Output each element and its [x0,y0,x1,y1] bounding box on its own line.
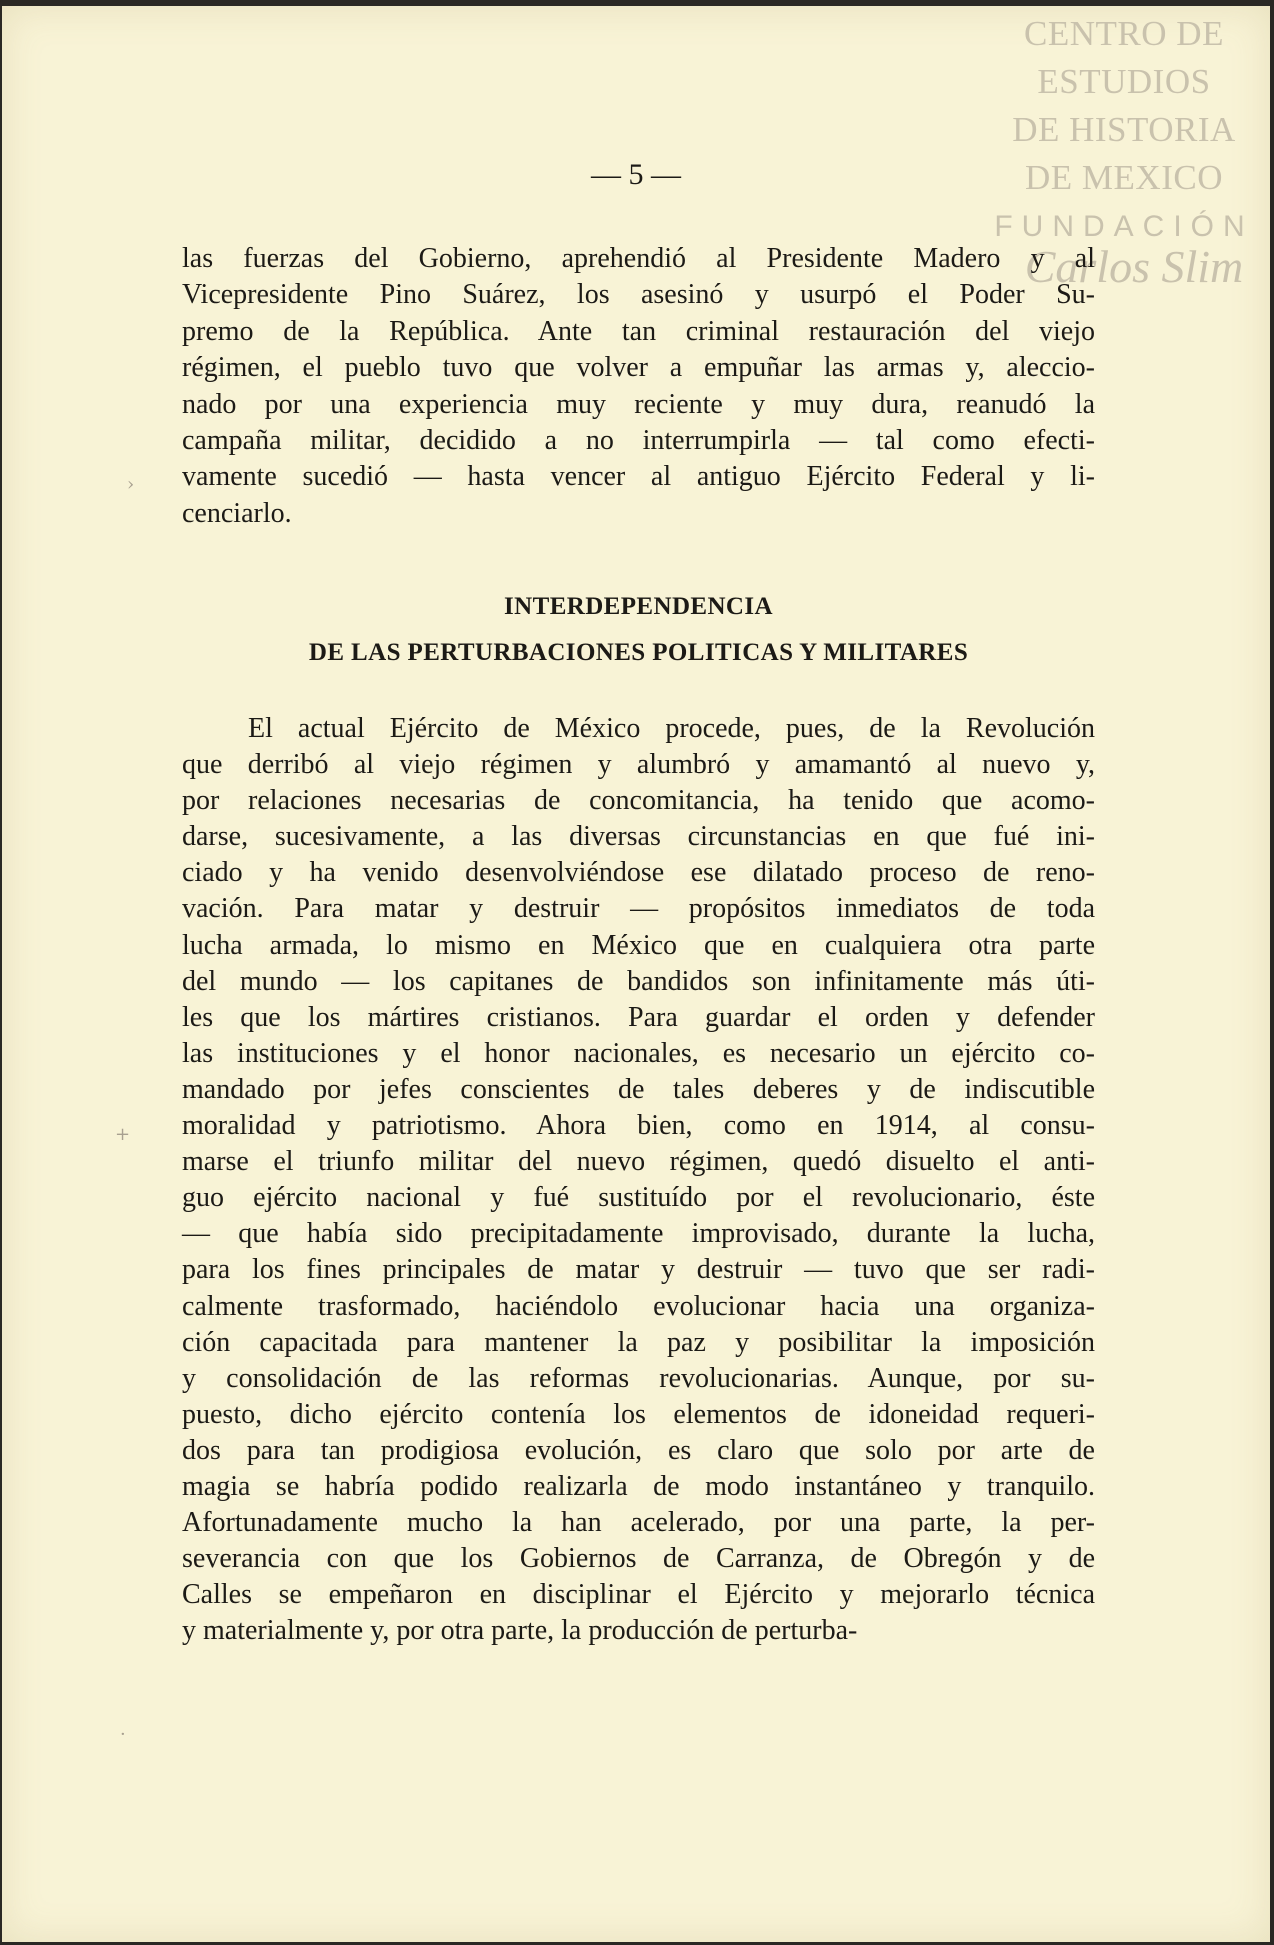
text-line: vamente sucedió — hasta vencer al antiguo Ejército Federal y li- [182,461,1095,493]
section-heading-line-1: INTERDEPENDENCIA [504,593,773,620]
text-line: por relaciones necesarias de concomitancia, ha tenido que acomo- [182,785,1095,817]
text-line: Vicepresidente Pino Suárez, los asesinó y usurpó el Poder Su- [182,279,1095,311]
text-line: lucha armada, lo mismo en México que en cualquiera otra parte [182,929,1095,961]
text-line: ción capacitada para mantener la paz y posibilitar la imposición [182,1326,1095,1358]
margin-mark: + [115,1124,131,1145]
watermark-line: ESTUDIOS [1037,62,1211,101]
margin-mark: · [120,1724,126,1745]
text-line: campaña militar, decidido a no interrumpirla — tal como efecti- [182,424,1095,456]
text-line: las instituciones y el honor nacionales, es necesario un ejército co- [182,1037,1095,1069]
text-line: Afortunadamente mucho la han acelerado, por una parte, la per- [182,1507,1095,1539]
text-line: calmente trasformado, haciéndolo evolucionar hacia una organiza- [182,1290,1095,1322]
paragraph-1 [182,241,1095,532]
text-line: moralidad y patriotismo. Ahora bien, como en 1914, al consu- [182,1110,1095,1142]
text-line: vación. Para matar y destruir — propósitos inmediatos de toda [182,893,1095,925]
text-line: premo de la República. Ante tan criminal restauración del viejo [182,315,1095,347]
text-line: severancia con que los Gobiernos de Carranza, de Obregón y de [182,1543,1095,1575]
text-line: — que había sido precipitadamente improvisado, durante la lucha, [182,1218,1095,1250]
text-line: ciado y ha venido desenvolviéndose ese dilatado proceso de reno- [182,857,1095,889]
text-line: cenciarlo. [182,497,292,529]
text-line: darse, sucesivamente, a las diversas circunstancias en que fué ini- [182,821,1095,853]
margin-mark: › [127,474,135,495]
text-line: las fuerzas del Gobierno, aprehendió al Presidente Madero y al [182,243,1095,274]
watermark-fundacion: FUNDACIÓN [994,210,1254,243]
watermark-line: CENTRO DE [1024,14,1224,53]
text-line: para los fines principales de matar y destruir — tuvo que ser radi- [182,1254,1095,1286]
text-line: marse el triunfo militar del nuevo régimen, quedó disuelto el anti- [182,1146,1095,1178]
text-line: Calles se empeñaron en disciplinar el Ejército y mejorarlo técnica [182,1579,1095,1611]
text-line: mandado por jefes conscientes de tales deberes y de indiscutible [182,1073,1095,1105]
text-line: puesto, dicho ejército contenía los elementos de idoneidad requeri- [182,1398,1095,1430]
text-line: que derribó al viejo régimen y alumbró y amamantó al nuevo y, [182,749,1095,781]
paragraph-2 [182,711,1095,1649]
text-line: del mundo — los capitanes de bandidos son infinitamente más úti- [182,965,1095,997]
watermark-line: DE MEXICO [1025,158,1223,197]
text-line: nado por una experiencia muy reciente y muy dura, reanudó la [182,388,1095,420]
text-line: régimen, el pueblo tuvo que volver a empuñar las armas y, aleccio- [182,352,1095,384]
text-line: y materialmente y, por otra parte, la producción de perturba- [182,1615,858,1647]
text-line: dos para tan prodigiosa evolución, es claro que solo por arte de [182,1434,1095,1466]
text-line: El actual Ejército de México procede, pues, de la Revolución [248,713,1095,744]
watermark-signature: Carlos Slim [1024,241,1244,292]
text-line: les que los mártires cristianos. Para guardar el orden y defender [182,1001,1095,1033]
text-line: magia se habría podido realizarla de modo instantáneo y tranquilo. [182,1470,1095,1502]
section-heading-line-2: DE LAS PERTURBACIONES POLITICAS Y MILITARES [308,639,969,666]
document-page [2,6,1270,1942]
watermark-line: DE HISTORIA [1012,110,1236,149]
page-number: — 5 — [591,158,681,191]
text-line: guo ejército nacional y fué sustituído por el revolucionario, éste [182,1182,1095,1214]
text-line: y consolidación de las reformas revolucionarias. Aunque, por su- [182,1362,1095,1394]
